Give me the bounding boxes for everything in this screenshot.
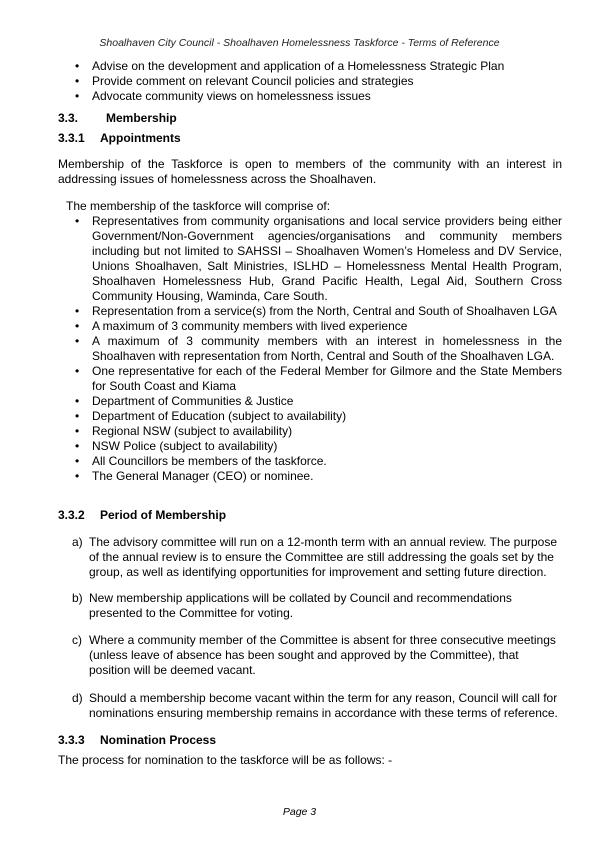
list-item: • Regional NSW (subject to availability)	[58, 424, 562, 439]
section-number: 3.3.3	[58, 733, 85, 747]
membership-lead-text: The membership of the taskforce will comprise of:	[66, 199, 331, 213]
section-heading-3-3-1	[58, 131, 181, 145]
list-item: • Provide comment on relevant Council policies and strategies	[58, 74, 562, 89]
section-number: 3.3.	[58, 111, 79, 125]
item-label: c)	[72, 633, 82, 647]
item-text: The advisory committee will run on a 12-month term with an annual review. The purpose of the annual review is to ensure the Committee are still addressing the goals set by the group, as well as identifying opportunities for improvement and setting future direction.	[89, 535, 558, 579]
section-title: Period of Membership	[100, 508, 227, 522]
page-header: Shoalhaven City Council - Shoalhaven Homelessness Taskforce - Terms of Reference	[99, 37, 500, 49]
list-item: • One representative for each of the Federal Member for Gilmore and the State Members for South Coast and Kiama	[58, 364, 562, 394]
list-item: • The General Manager (CEO) or nominee.	[58, 469, 562, 484]
nomination-intro-text: The process for nomination to the taskforce will be as follows: -	[58, 753, 393, 767]
section-title: Appointments	[100, 131, 181, 145]
item-label: b)	[72, 591, 83, 605]
item-label: a)	[72, 535, 83, 549]
section-title: Nomination Process	[100, 733, 217, 747]
item-text: Should a membership become vacant within the term for any reason, Council will call for nominations ensuring membership remains in accordance with these terms of reference.	[89, 691, 558, 720]
list-item: • A maximum of 3 community members with lived experience	[58, 319, 562, 334]
list-item: • Advise on the development and application of a Homelessness Strategic Plan	[58, 59, 562, 74]
section-heading-3-3-2	[58, 508, 227, 522]
list-item: • Department of Communities & Justice	[58, 394, 562, 409]
list-item: • NSW Police (subject to availability)	[58, 439, 562, 454]
item-text: Where a community member of the Committee is absent for three consecutive meetings (unless leave of absence has been sought and approved by the Committee), that position will be deemed vacant.	[89, 633, 556, 677]
list-item: • All Councillors be members of the taskforce.	[58, 454, 562, 469]
page-footer: Page 3	[282, 806, 317, 818]
list-item: • Representatives from community organisations and local service providers being either Government/Non-Government agencies/organisations and community members including but not limited to SAHSSI – Shoalhaven Women’s Homeless and DV Service, Unions Shoalhaven, Salt Ministries, ISLHD – Homelessness Mental Health Program, Shoalhaven Homelessness Hub, Grand Pacific Health, Legal Aid, Southern Cross Community Housing, Waminda, Care South.	[58, 214, 562, 304]
section-title: Membership	[106, 111, 177, 125]
list-item: • Representation from a service(s) from the North, Central and South of Shoalhaven LGA	[58, 304, 562, 319]
section-heading-3-3	[58, 111, 177, 125]
section-heading-3-3-3	[58, 733, 217, 747]
item-text: New membership applications will be collated by Council and recommendations presented to the Committee for voting.	[89, 591, 512, 620]
section-number: 3.3.1	[58, 131, 85, 145]
membership-bullet-list	[58, 214, 562, 484]
purpose-bullet-list	[58, 59, 562, 104]
appointments-intro-paragraph: Membership of the Taskforce is open to members of the community with an interest in addressing issues of homelessness across the Shoalhaven.	[58, 157, 562, 186]
section-number: 3.3.2	[58, 508, 85, 522]
item-label: d)	[72, 691, 83, 705]
list-item: • Advocate community views on homelessness issues	[58, 89, 562, 104]
list-item: • Department of Education (subject to availability)	[58, 409, 562, 424]
list-item: • A maximum of 3 community members with an interest in homelessness in the Shoalhaven with representation from North, Central and South of the Shoalhaven LGA.	[58, 334, 562, 364]
